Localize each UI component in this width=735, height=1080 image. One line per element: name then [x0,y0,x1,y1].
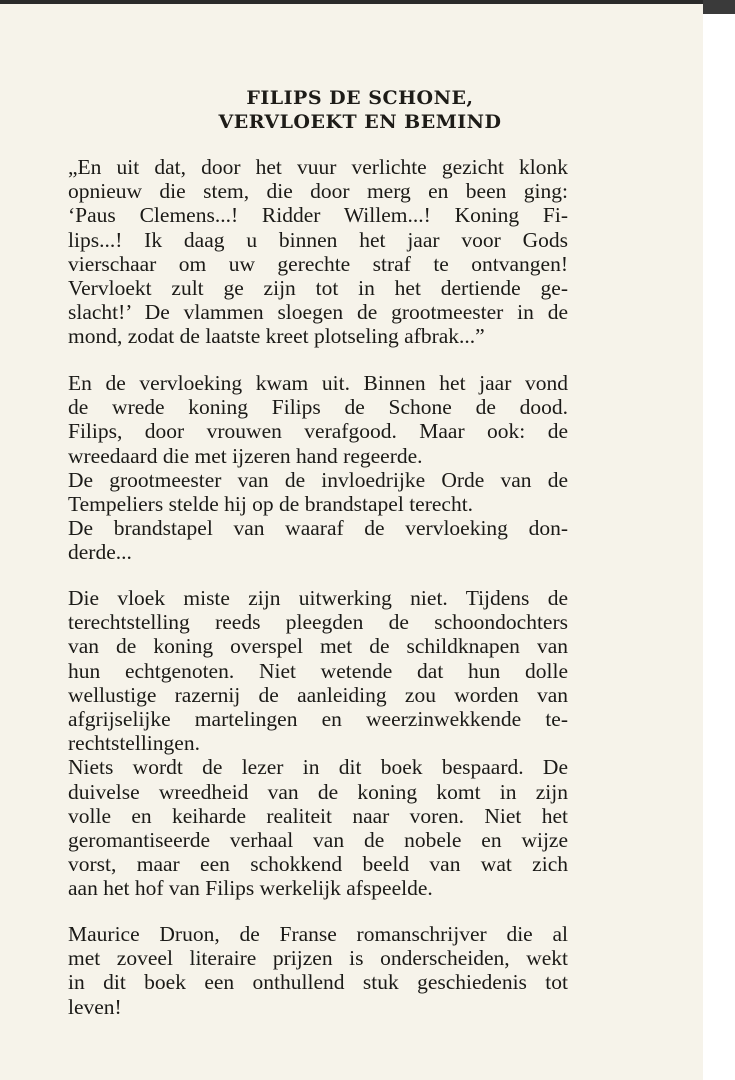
text-line: hun echtgenoten. Niet wetende dat hun dolle [68,658,568,683]
text-line: in dit boek een onthullend stuk geschiedenis tot [68,970,568,995]
cover-edge [703,0,735,14]
text-line: leven! [68,994,122,1019]
text-line: Vervloekt zult ge zijn tot in het dertiende ge- [68,275,568,300]
text-line: Tempeliers stelde hij op de brandstapel terecht. [68,491,474,516]
text-line: slacht!’ De vlammen sloegen de grootmeester in de [68,300,568,325]
text-line: afgrijselijke martelingen en weerzinwekkende te- [68,706,568,731]
text-line: De grootmeester van de invloedrijke Orde van de [68,467,568,492]
text-line: opnieuw die stem, die door merg en been ging: [68,179,568,204]
text-line: mond, zodat de laatste kreet plotseling afbrak...” [68,324,485,349]
text-line: de wrede koning Filips de Schone de dood. [68,395,568,420]
text-line: rechtstellingen. [68,731,200,756]
text-line: Niets wordt de lezer in dit boek bespaard. De [68,755,568,780]
text-line: vierschaar om uw gerechte straf te ontvangen! [68,251,568,276]
background-margin [703,0,735,1080]
text-line: De brandstapel van waaraf de vervloeking don- [68,516,568,541]
text-line: duivelse wreedheid van de koning komt in zijn [68,779,568,804]
text-line: lips...! Ik daag u binnen het jaar voor Gods [68,227,568,252]
text-line: van de koning overspel met de schildknapen van [68,634,568,659]
text-line: wellustige razernij de aanleiding zou worden van [68,682,568,707]
text-line: aan het hof van Filips werkelijk afspeelde. [68,876,433,901]
text-line: En de vervloeking kwam uit. Binnen het jaar vond [68,371,568,395]
text-line: met zoveel literaire prijzen is onderscheiden, wekt [68,946,568,971]
text-line: geromantiseerde verhaal van de nobele en wijze [68,827,568,852]
paragraph-3 [68,586,568,900]
text-line: vorst, maar een schokkend beeld van wat zich [68,852,568,877]
text-line: derde... [68,540,132,565]
title-line-1: FILIPS DE SCHONE, [246,87,474,109]
paragraph-4 [68,922,568,1019]
text-line: Filips, door vrouwen verafgood. Maar ook: de [68,419,568,444]
title-line-2: VERVLOEKT EN BEMIND [218,111,502,133]
text-line: terechtstelling reeds pleegden de schoondochters [68,610,568,635]
paragraph-2 [68,371,568,565]
text-line: volle en keiharde realiteit naar voren. Niet het [68,803,568,828]
text-line: „En uit dat, door het vuur verlichte gezicht klonk [68,155,568,179]
text-line: Die vloek miste zijn uitwerking niet. Tijdens de [68,586,568,610]
paragraph-1 [68,155,568,349]
text-line: wreedaard die met ijzeren hand regeerde. [68,443,423,468]
text-line: ‘Paus Clemens...! Ridder Willem...! Koning Fi- [68,203,568,228]
text-line: Maurice Druon, de Franse romanschrijver die al [68,922,568,946]
